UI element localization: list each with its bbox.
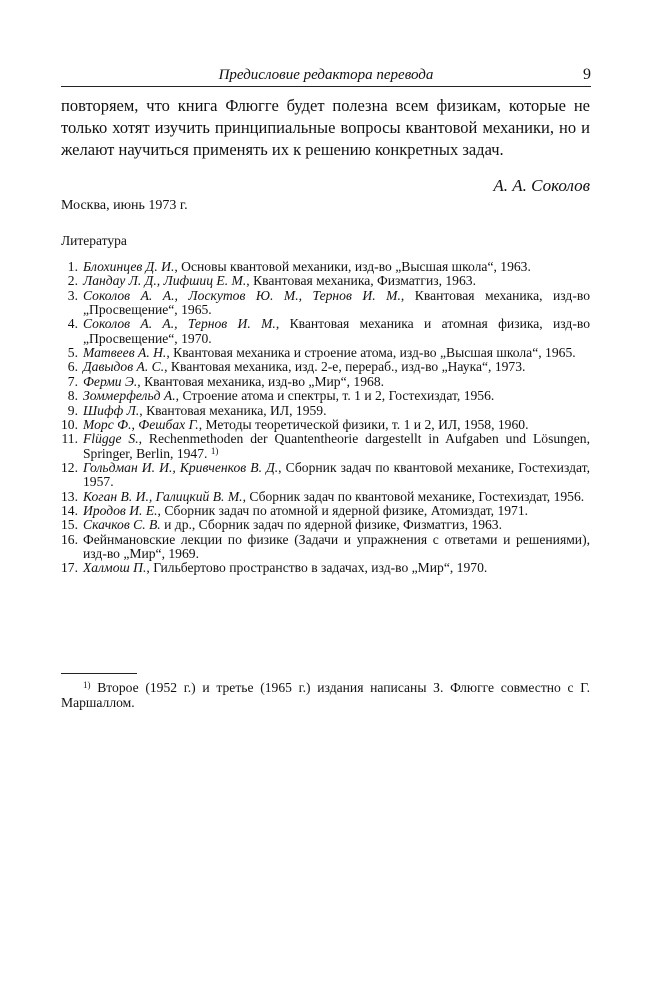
reference-item bbox=[61, 461, 590, 489]
reference-number: 2. bbox=[67, 273, 78, 289]
reference-details: , Квантовая механика, изд-во „Мир“, 1968. bbox=[137, 373, 385, 389]
reference-authors: Иродов И. Е. bbox=[83, 502, 158, 518]
reference-item bbox=[61, 518, 590, 532]
reference-number: 7. bbox=[67, 373, 78, 389]
reference-item bbox=[61, 404, 590, 418]
references-list bbox=[61, 260, 590, 576]
reference-details: , Квантовая механика, ИЛ, 1959. bbox=[139, 402, 327, 418]
reference-details: , Квантовая механика и строение атома, изд-во „Высшая школа“, 1965. bbox=[166, 344, 576, 360]
reference-number: 5. bbox=[67, 344, 78, 360]
reference-authors: Халмош П. bbox=[83, 560, 147, 576]
reference-details: , Сборник задач по квантовой механике, Гостехиздат, 1956. bbox=[242, 488, 585, 504]
reference-item bbox=[61, 375, 590, 389]
footnote bbox=[61, 680, 590, 710]
reference-number: 13. bbox=[61, 488, 78, 504]
reference-item bbox=[61, 504, 590, 518]
page-number: 9 bbox=[583, 66, 591, 83]
reference-number: 12. bbox=[61, 459, 78, 475]
reference-authors: Морс Ф., Фешбах Г. bbox=[83, 416, 199, 432]
references-heading: Литература bbox=[61, 233, 127, 248]
reference-authors: Зоммерфельд А. bbox=[83, 388, 176, 404]
reference-authors: Гольдман И. И., Кривченков В. Д. bbox=[83, 459, 279, 475]
reference-item bbox=[61, 260, 590, 274]
reference-details: и др., Сборник задач по ядерной физике, Физматгиз, 1963. bbox=[160, 517, 502, 533]
reference-details: , Гильбертово пространство в задачах, изд-во „Мир“, 1970. bbox=[146, 560, 488, 576]
reference-number: 8. bbox=[67, 388, 78, 404]
reference-details: Фейнмановские лекции по физике (Задачи и упражнения с ответами и решениями), изд-во „Мир“, 1969. bbox=[83, 531, 590, 561]
reference-item bbox=[61, 561, 590, 575]
reference-number: 6. bbox=[67, 359, 78, 375]
footnote-text: Второе (1952 г.) и третье (1965 г.) издания написаны З. Флюгге совместно с Г. Маршаллом. bbox=[61, 680, 590, 710]
reference-details: , Квантовая механика, изд. 2-е, перераб., изд-во „Наука“, 1973. bbox=[164, 359, 526, 375]
reference-item bbox=[61, 418, 590, 432]
reference-item bbox=[61, 274, 590, 288]
reference-item bbox=[61, 346, 590, 360]
reference-number: 1. bbox=[67, 259, 78, 274]
footnote-ref-marker: 1) bbox=[210, 445, 219, 456]
reference-item bbox=[61, 533, 590, 561]
reference-item bbox=[61, 432, 590, 460]
reference-authors: Соколов А. А., Лоскутов Ю. М., Тернов И. М. bbox=[83, 287, 401, 303]
reference-item bbox=[61, 389, 590, 403]
reference-details: , Методы теоретической физики, т. 1 и 2, ИЛ, 1958, 1960. bbox=[198, 416, 529, 432]
reference-number: 11. bbox=[61, 431, 78, 447]
reference-details: , Квантовая механика и атомная физика, изд-во „Просвещение“, 1970. bbox=[83, 316, 590, 346]
reference-details: , Строение атома и спектры, т. 1 и 2, Гостехиздат, 1956. bbox=[175, 388, 495, 404]
signature: А. А. Соколов bbox=[493, 176, 590, 195]
reference-number: 17. bbox=[61, 560, 78, 576]
reference-authors: Скачков С. В. bbox=[83, 517, 161, 533]
reference-authors: Ландау Л. Д., Лифшиц Е. М. bbox=[83, 273, 247, 289]
reference-number: 3. bbox=[67, 287, 78, 303]
reference-authors: Соколов А. А., Тернов И. М. bbox=[83, 316, 276, 332]
place-date: Москва, июнь 1973 г. bbox=[61, 198, 188, 213]
reference-authors: Ферми Э. bbox=[83, 373, 138, 389]
running-header-title: Предисловие редактора перевода bbox=[218, 67, 434, 83]
reference-number: 15. bbox=[61, 517, 78, 533]
reference-details: , Основы квантовой механики, изд-во „Высшая школа“, 1963. bbox=[174, 259, 531, 274]
reference-authors: Flügge S. bbox=[83, 431, 139, 447]
reference-details: , Rechenmethoden der Quantentheorie dargestellt in Aufgaben und Lösungen, Springer, Berlin, 1947. bbox=[83, 431, 590, 461]
reference-authors: Шифф Л. bbox=[83, 402, 140, 418]
running-header bbox=[61, 66, 591, 87]
reference-authors: Коган В. И., Галицкий В. М. bbox=[83, 488, 243, 504]
body-paragraph: повторяем, что книга Флюгге будет полезна всем физикам, которые не только хотят изучить принципиальные вопросы квантовой механики, но и желают научиться применять их к решению конкретных задач. bbox=[61, 96, 590, 159]
reference-item bbox=[61, 289, 590, 317]
reference-details: , Квантовая механика, изд-во „Просвещение“, 1965. bbox=[83, 287, 590, 317]
reference-details: , Квантовая механика, Физматгиз, 1963. bbox=[246, 273, 476, 289]
reference-item bbox=[61, 360, 590, 374]
reference-item bbox=[61, 490, 590, 504]
reference-number: 14. bbox=[61, 502, 78, 518]
reference-number: 9. bbox=[67, 402, 78, 418]
reference-number: 4. bbox=[67, 316, 78, 332]
reference-details: , Сборник задач по квантовой механике, Гостехиздат, 1957. bbox=[83, 459, 590, 490]
reference-authors: Матвеев А. Н. bbox=[83, 344, 167, 360]
footnote-marker: 1) bbox=[83, 680, 91, 690]
reference-authors: Блохинцев Д. И. bbox=[83, 259, 175, 274]
reference-authors: Давыдов А. С. bbox=[83, 359, 165, 375]
reference-item bbox=[61, 317, 590, 345]
reference-number: 10. bbox=[61, 416, 78, 432]
reference-details: , Сборник задач по атомной и ядерной физике, Атомиздат, 1971. bbox=[157, 502, 529, 518]
reference-number: 16. bbox=[61, 531, 78, 547]
footnote-divider bbox=[61, 673, 137, 674]
